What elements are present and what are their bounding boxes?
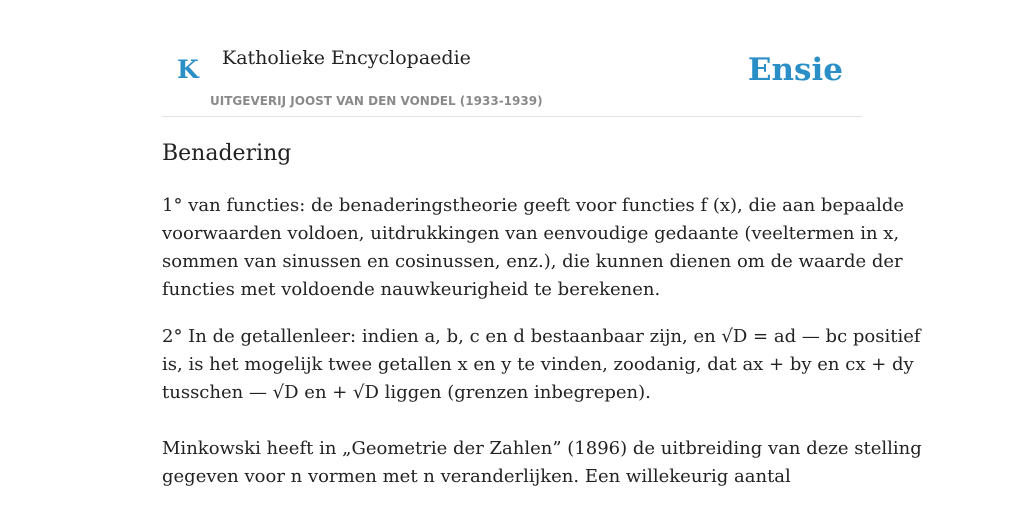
paragraph-3 <box>162 435 922 491</box>
paragraph-2 <box>162 323 921 407</box>
paragraph-line: gegeven voor n vormen met n veranderlijken. Een willekeurig aantal <box>162 466 791 487</box>
publisher-subtitle: UITGEVERIJ JOOST VAN DEN VONDEL (1933-1939) <box>210 94 543 108</box>
site-header <box>162 0 862 117</box>
paragraph-line: is, is het mogelijk twee getallen x en y te vinden, zoodanig, dat ax + by en cx + dy <box>162 354 914 375</box>
paragraph-line: 2° In de getallenleer: indien a, b, c en d bestaanbaar zijn, en √D = ad — bc positief <box>162 326 921 347</box>
paragraph-1 <box>162 192 905 304</box>
paragraph-line: tusschen — √D en + √D liggen (grenzen inbegrepen). <box>162 382 651 403</box>
entry-title: Benadering <box>162 141 292 166</box>
paragraph-line: Minkowski heeft in „Geometrie der Zahlen” (1896) de uitbreiding van deze stelling <box>162 438 922 459</box>
paragraph-line: functies met voldoende nauwkeurigheid te berekenen. <box>162 279 661 300</box>
entry-content <box>162 192 922 491</box>
paragraph-line: 1° van functies: de benaderingstheorie geeft voor functies f (x), die aan bepaalde <box>162 195 905 216</box>
paragraph-line: sommen van sinussen en cosinussen, enz.), die kunnen dienen om de waarde der <box>162 251 903 272</box>
ensie-brand-link[interactable]: Ensie <box>747 52 843 88</box>
paragraph-line: voorwaarden voldoen, uitdrukkingen van eenvoudige gedaante (veeltermen in x, <box>162 223 900 244</box>
encyclopedia-logo[interactable]: K <box>177 55 199 84</box>
site-title[interactable]: Katholieke Encyclopaedie <box>222 47 471 69</box>
